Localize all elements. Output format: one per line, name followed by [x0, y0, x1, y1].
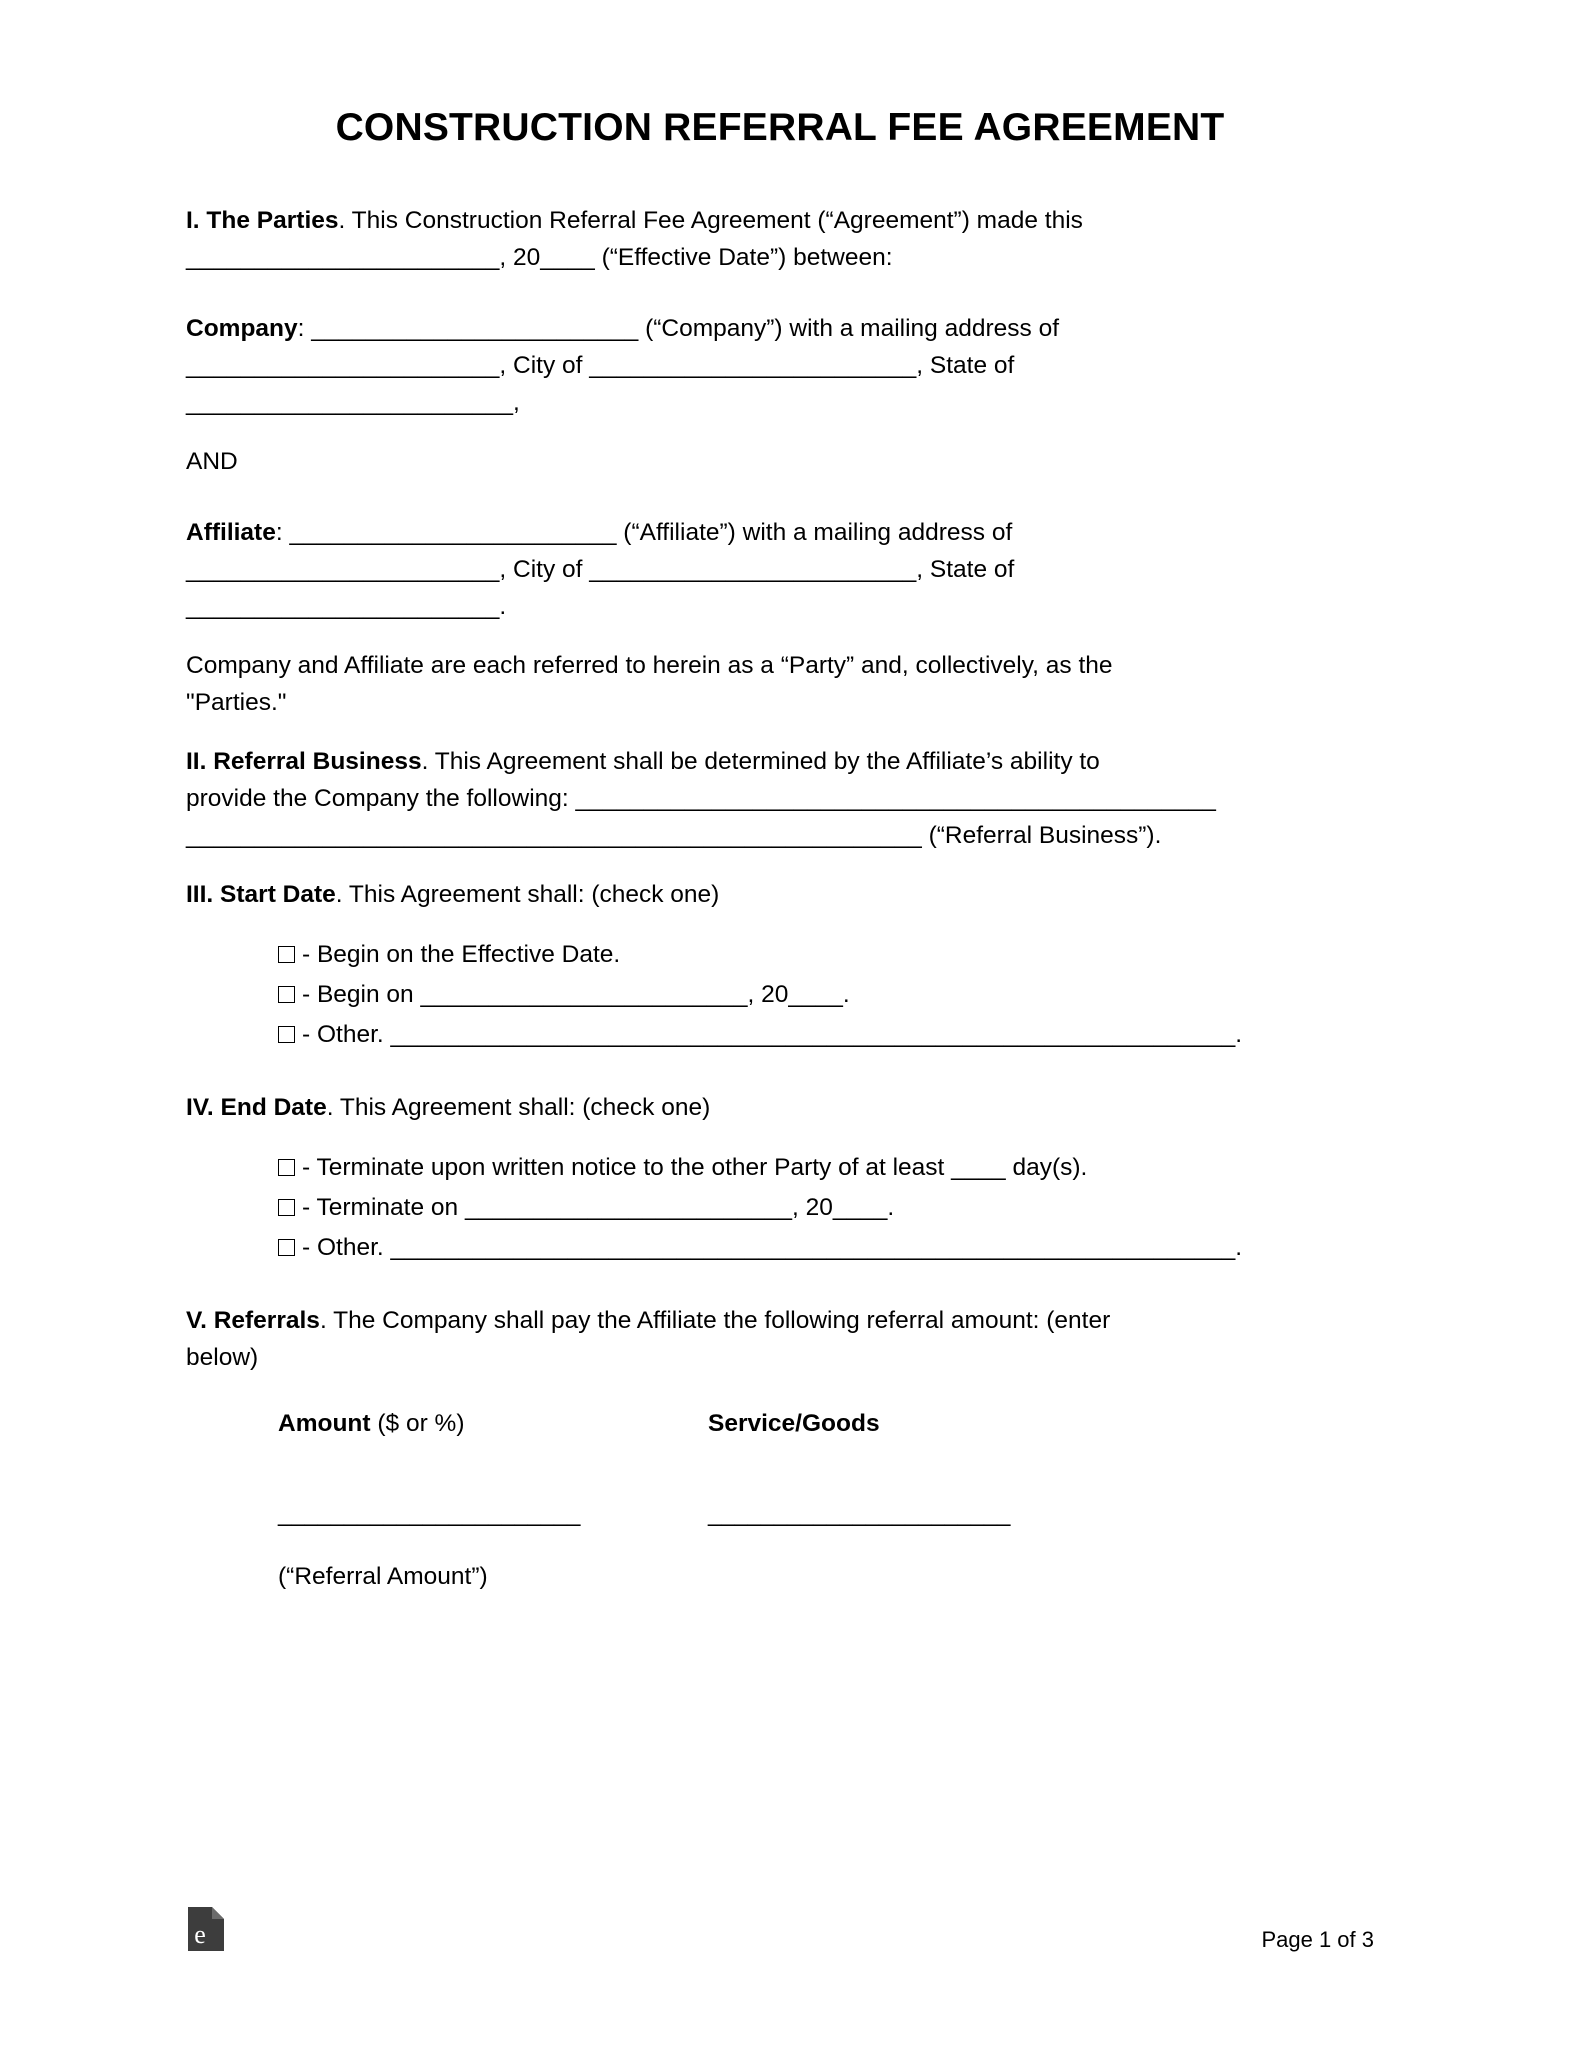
and-separator: AND — [186, 448, 238, 475]
section-referrals — [186, 1302, 1374, 1376]
eforms-logo-icon — [186, 1905, 226, 1953]
end-date-option-3-label: - Other. ______________________________________________________________. — [302, 1234, 1243, 1261]
end-date-option-1[interactable] — [278, 1148, 1374, 1188]
page-title: CONSTRUCTION REFERRAL FEE AGREEMENT — [335, 106, 1225, 149]
column-header-service: Service/Goods — [708, 1410, 880, 1437]
affiliate-line1: : ________________________ (“Affiliate”) with a mailing address of — [275, 519, 1013, 546]
end-date-option-2[interactable] — [278, 1188, 1374, 1228]
parties-closing-line1: Company and Affiliate are each referred to herein as a “Party” and, collectively, as the — [186, 652, 1113, 679]
parties-closing-line2: "Parties." — [186, 689, 287, 716]
section-parties-line1: . This Construction Referral Fee Agreement (“Agreement”) made this — [338, 207, 1083, 234]
start-date-options — [278, 935, 1374, 1055]
affiliate-label: Affiliate — [186, 519, 276, 546]
checkbox-icon[interactable] — [278, 1159, 295, 1176]
company-label: Company — [186, 315, 298, 342]
page-footer — [186, 1905, 1374, 1953]
company-line1: : ________________________ (“Company”) with a mailing address of — [297, 315, 1060, 342]
document-content — [186, 96, 1374, 1595]
column-header-amount-unit: ($ or %) — [370, 1410, 465, 1437]
section-referrals-heading: V. Referrals — [186, 1307, 320, 1334]
section-end-date-line1: . This Agreement shall: (check one) — [326, 1094, 711, 1121]
section-parties-heading: I. The Parties — [186, 207, 339, 234]
section-referral-business-line3: ______________________________________________________ (“Referral Business”). — [186, 822, 1162, 849]
service-blank[interactable]: _______________________ — [708, 1500, 1010, 1527]
company-block — [186, 310, 1374, 421]
end-date-option-3[interactable] — [278, 1228, 1374, 1268]
checkbox-icon[interactable] — [278, 946, 295, 963]
start-date-option-3-label: - Other. ______________________________________________________________. — [302, 1021, 1243, 1048]
section-start-date-line1: . This Agreement shall: (check one) — [335, 881, 720, 908]
checkbox-icon[interactable] — [278, 1199, 295, 1216]
affiliate-line2: _______________________, City of ________________________, State of — [186, 556, 1015, 583]
section-referral-business-heading: II. Referral Business — [186, 748, 422, 775]
start-date-option-1-label: - Begin on the Effective Date. — [302, 941, 621, 968]
checkbox-icon[interactable] — [278, 986, 295, 1003]
section-parties — [186, 202, 1374, 276]
company-line2: _______________________, City of ________________________, State of — [186, 352, 1015, 379]
start-date-option-1[interactable] — [278, 935, 1374, 975]
checkbox-icon[interactable] — [278, 1239, 295, 1256]
section-referral-business — [186, 743, 1374, 854]
end-date-option-1-label: - Terminate upon written notice to the other Party of at least ____ day(s). — [302, 1154, 1088, 1181]
section-referral-business-line2: provide the Company the following: _______________________________________________ — [186, 785, 1216, 812]
page-number: Page 1 of 3 — [1261, 1927, 1374, 1952]
checkbox-icon[interactable] — [278, 1026, 295, 1043]
section-referral-business-line1: . This Agreement shall be determined by the Affiliate’s ability to — [421, 748, 1100, 775]
section-end-date-heading: IV. End Date — [186, 1094, 327, 1121]
section-start-date — [186, 876, 1374, 913]
referral-table — [278, 1410, 1278, 1595]
end-date-option-2-label: - Terminate on ________________________, 20____. — [302, 1194, 895, 1221]
referral-table-entry-row — [278, 1500, 1278, 1528]
section-parties-line2: _______________________, 20____ (“Effective Date”) between: — [186, 244, 893, 271]
section-start-date-heading: III. Start Date — [186, 881, 336, 908]
section-end-date — [186, 1089, 1374, 1126]
start-date-option-2[interactable] — [278, 975, 1374, 1015]
affiliate-line3: _______________________. — [186, 593, 507, 620]
referral-table-header-row — [278, 1410, 1278, 1438]
company-line3: ________________________, — [186, 389, 520, 416]
referral-amount-note: (“Referral Amount”) — [278, 1563, 488, 1590]
start-date-option-2-label: - Begin on ________________________, 20____. — [302, 981, 850, 1008]
start-date-option-3[interactable] — [278, 1015, 1374, 1055]
column-header-amount-bold: Amount — [278, 1410, 371, 1437]
section-referrals-line1: . The Company shall pay the Affiliate the following referral amount: (enter — [319, 1307, 1111, 1334]
section-referrals-line2: below) — [186, 1344, 259, 1371]
amount-blank[interactable]: _______________________ — [278, 1500, 580, 1527]
end-date-options — [278, 1148, 1374, 1268]
affiliate-block — [186, 514, 1374, 625]
column-header-amount — [278, 1410, 708, 1438]
svg-text:e: e — [194, 1920, 206, 1949]
parties-closing — [186, 647, 1374, 721]
